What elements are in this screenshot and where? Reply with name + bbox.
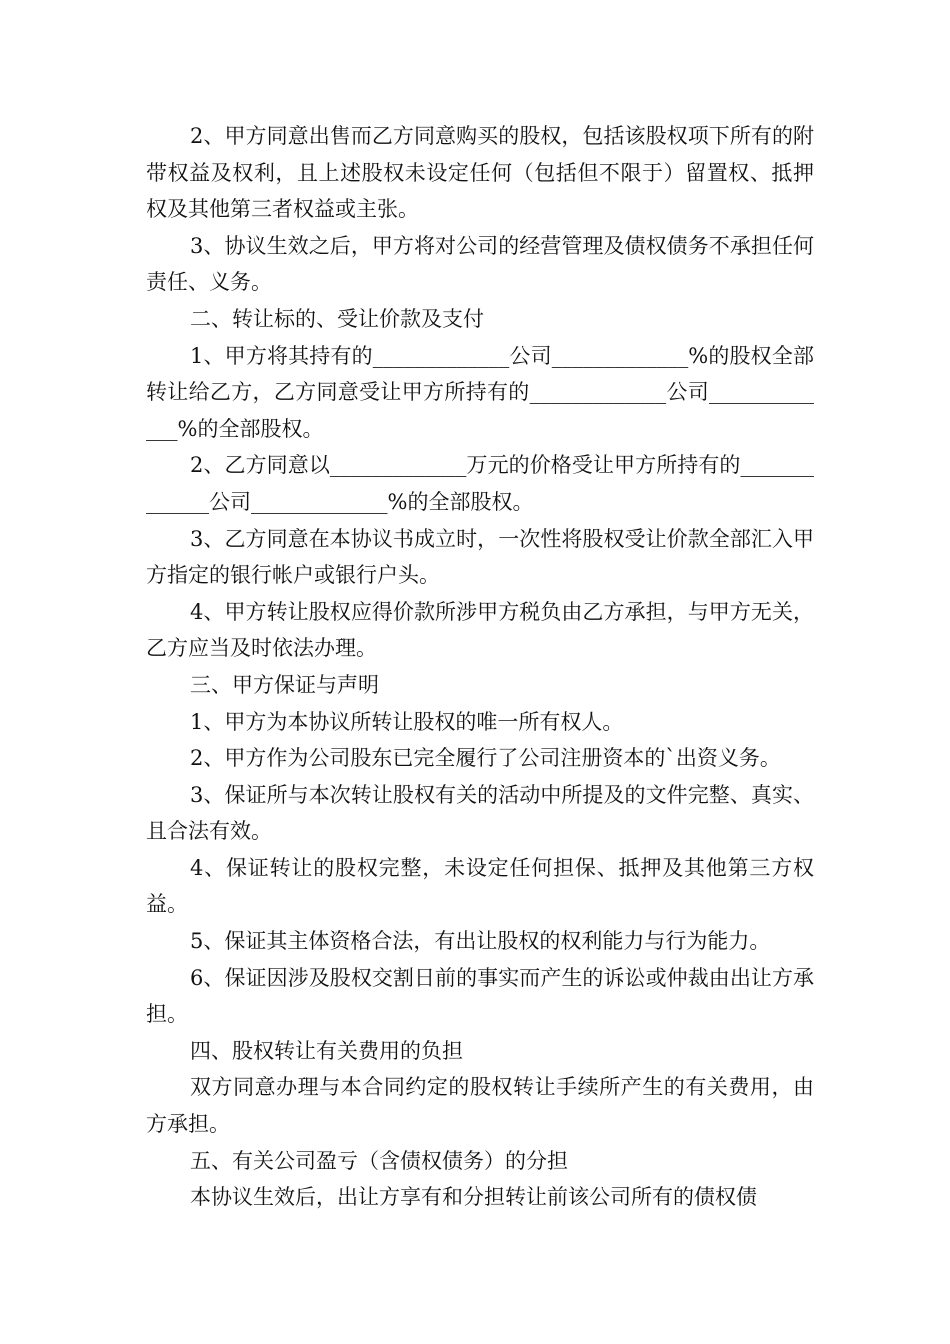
paragraph-clause-2-4: 4、甲方转让股权应得价款所涉甲方税负由乙方承担，与甲方无关，乙方应当及时依法办理。 [146,599,814,661]
paragraph-clause-1-2: 2、甲方同意出售而乙方同意购买的股权，包括该股权项下所有的附带权益及权利，且上述股权未设定任何（包括但不限于）留置权、抵押权及其他第三者权益或主张。 [146,124,814,222]
paragraph-clause-5-1: 本协议生效后，出让方享有和分担转让前该公司所有的债权债 [190,1185,757,1210]
paragraph-clause-2-1: 1、甲方将其持有的_____________公司_____________%的股权全部转让给乙方，乙方同意受让甲方所持有的_____________公司_____________%的全部股权。 [146,343,814,441]
paragraph-clause-1-3: 3、协议生效之后，甲方将对公司的经营管理及债权债务不承担任何责任、义务。 [146,233,814,295]
paragraph-clause-2-3: 3、乙方同意在本协议书成立时，一次性将股权受让价款全部汇入甲方指定的银行帐户或银行户头。 [146,526,814,588]
paragraph-clause-3-2: 2、甲方作为公司股东已完全履行了公司注册资本的`出资义务。 [190,746,781,771]
paragraph-clause-3-4: 4、保证转让的股权完整，未设定任何担保、抵押及其他第三方权益。 [146,855,814,917]
paragraph-clause-3-1: 1、甲方为本协议所转让股权的唯一所有权人。 [190,709,624,734]
paragraph-clause-3-3: 3、保证所与本次转让股权有关的活动中所提及的文件完整、真实、且合法有效。 [146,782,814,844]
section-heading-3: 三、甲方保证与声明 [190,672,379,697]
section-heading-2: 二、转让标的、受让价款及支付 [190,306,484,331]
paragraph-clause-3-5: 5、保证其主体资格合法，有出让股权的权利能力与行为能力。 [190,929,771,954]
paragraph-clause-3-6: 6、保证因涉及股权交割日前的事实而产生的诉讼或仲裁由出让方承担。 [146,965,814,1027]
paragraph-clause-2-2: 2、乙方同意以_____________万元的价格受让甲方所持有的_____________公司_____________%的全部股权。 [146,453,814,514]
section-heading-5: 五、有关公司盈亏（含债权债务）的分担 [190,1148,568,1173]
document-page [146,118,814,1216]
paragraph-clause-4-1: 双方同意办理与本合同约定的股权转让手续所产生的有关费用，由方承担。 [146,1075,814,1137]
section-heading-4: 四、股权转让有关费用的负担 [190,1038,463,1063]
